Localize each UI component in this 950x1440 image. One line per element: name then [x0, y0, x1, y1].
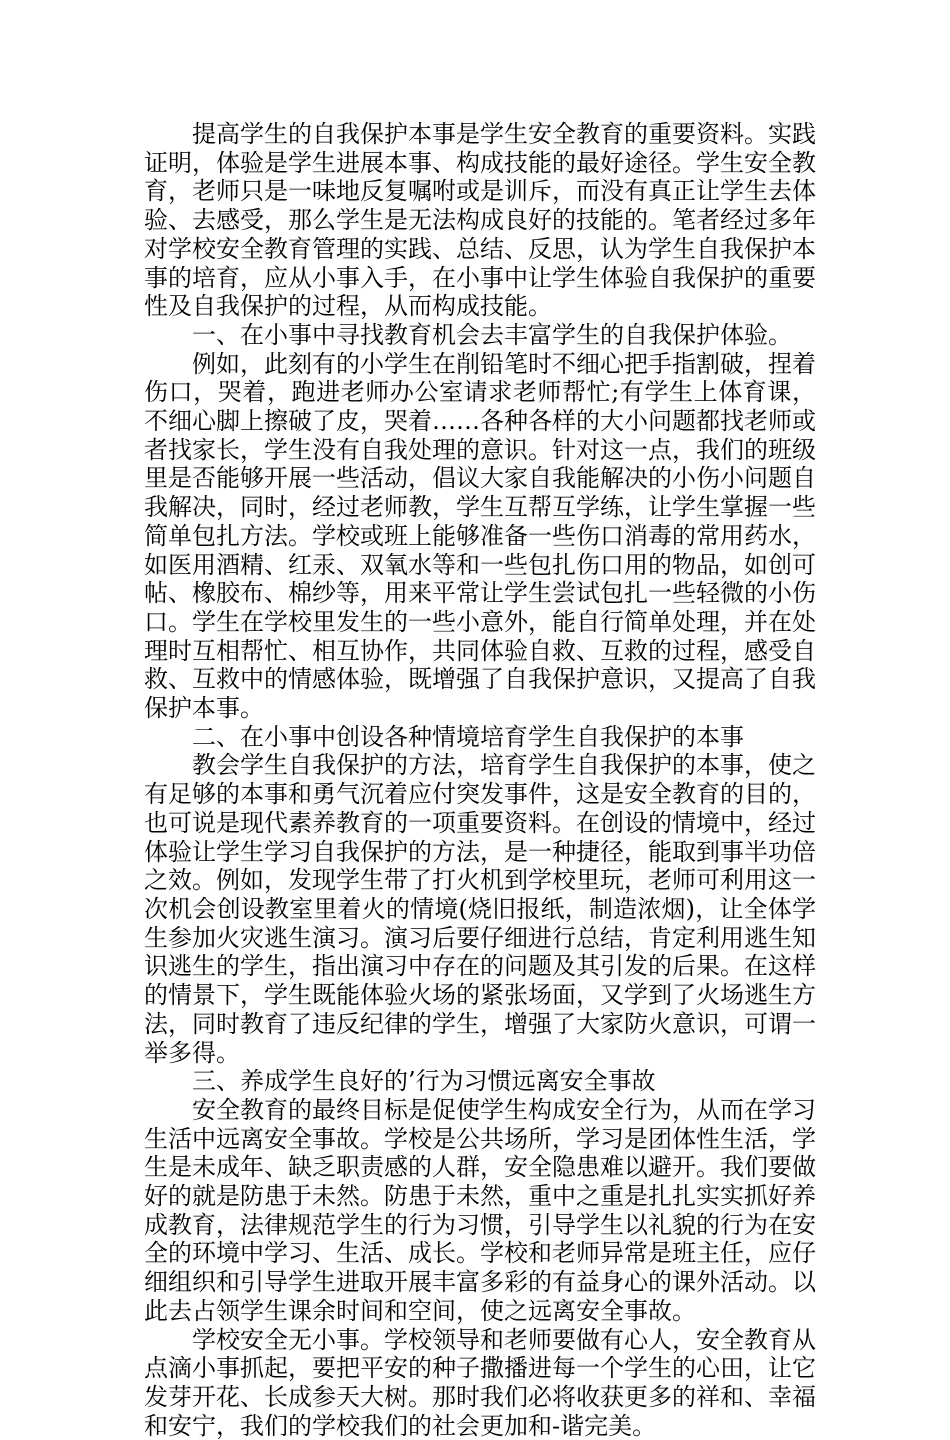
- intro-paragraph: 提高学生的自我保护本事是学生安全教育的重要资料。实践证明，体验是学生进展本事、构成技能的最好途径。学生安全教育，老师只是一味地反复嘱咐或是训斥，而没有真正让学生去体验、去感受，那么学生是无法构成良好的技能的。笔者经过多年对学校安全教育管理的实践、总结、反思，认为学生自我保护本事的培育，应从小事入手，在小事中让学生体验自我保护的重要性及自我保护的过程，从而构成技能。: [144, 120, 816, 321]
- section-1-paragraph: 例如，此刻有的小学生在削铅笔时不细心把手指割破，捏着伤口，哭着，跑进老师办公室请求老师帮忙;有学生上体育课，不细心脚上擦破了皮，哭着……各种各样的大小问题都找老师或者找家长，学生没有自我处理的意识。针对这一点，我们的班级里是否能够开展一些活动，倡议大家自我能解决的小伤小问题自我解决，同时，经过老师教，学生互帮互学练，让学生掌握一些简单包扎方法。学校或班上能够准备一些伤口消毒的常用药水，如医用酒精、红汞、双氧水等和一些包扎伤口用的物品，如创可帖、橡胶布、棉纱等，用来平常让学生尝试包扎一些轻微的小伤口。学生在学校里发生的一些小意外，能自行简单处理，并在处理时互相帮忙、相互协作，共同体验自救、互救的过程，感受自救、互救中的情感体验，既增强了自我保护意识，又提高了自我保护本事。: [144, 349, 816, 723]
- section-heading-3: 三、养成学生良好的’行为习惯远离安全事故: [192, 1067, 656, 1096]
- section-2-paragraph: 教会学生自我保护的方法，培育学生自我保护的本事，使之有足够的本事和勇气沉着应付突发事件，这是安全教育的目的，也可说是现代素养教育的一项重要资料。在创设的情境中，经过体验让学生学习自我保护的方法，是一种捷径，能取到事半功倍之效。例如，发现学生带了打火机到学校里玩，老师可利用这一次机会创设教室里着火的情境(烧旧报纸，制造浓烟)，让全体学生参加火灾逃生演习。演习后要仔细进行总结，肯定利用逃生知识逃生的学生，指出演习中存在的问题及其引发的后果。在这样的情景下，学生既能体验火场的紧张场面，又学到了火场逃生方法，同时教育了违反纪律的学生，增强了大家防火意识，可谓一举多得。: [144, 751, 816, 1067]
- document-page: [144, 120, 816, 1440]
- section-heading-1: 一、在小事中寻找教育机会去丰富学生的自我保护体验。: [192, 320, 792, 349]
- section-heading-2: 二、在小事中创设各种情境培育学生自我保护的本事: [192, 722, 744, 751]
- section-3-paragraph: 安全教育的最终目标是促使学生构成安全行为，从而在学习生活中远离安全事故。学校是公共场所，学习是团体性生活，学生是未成年、缺乏职责感的人群，安全隐患难以避开。我们要做好的就是防患于未然。防患于未然，重中之重是扎扎实实抓好养成教育，法律规范学生的行为习惯，引导学生以礼貌的行为在安全的环境中学习、生活、成长。学校和老师异常是班主任，应仔细组织和引导学生进取开展丰富多彩的有益身心的课外活动。以此去占领学生课余时间和空间，使之远离安全事故。: [144, 1095, 816, 1325]
- conclusion-paragraph: 学校安全无小事。学校领导和老师要做有心人，安全教育从点滴小事抓起，要把平安的种子撒播进每一个学生的心田，让它发芽开花、长成参天大树。那时我们必将收获更多的祥和、幸福和安宁，我们的学校我们的社会更加和-谐完美。: [144, 1325, 816, 1440]
